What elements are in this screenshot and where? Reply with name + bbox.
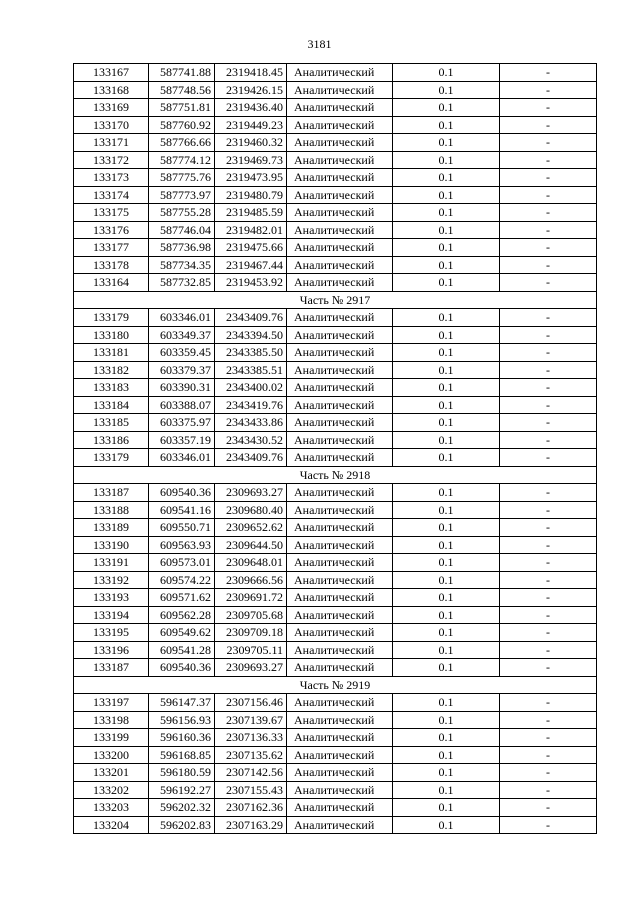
x-coordinate-cell: 596202.32	[149, 799, 215, 817]
method-cell: Аналитический	[287, 501, 393, 519]
table-row	[74, 606, 597, 624]
y-coordinate-cell: 2343394.50	[215, 326, 287, 344]
method-cell: Аналитический	[287, 711, 393, 729]
x-coordinate-cell: 587774.12	[149, 151, 215, 169]
accuracy-cell: 0.1	[393, 781, 500, 799]
description-cell: -	[500, 606, 597, 624]
section-header-row	[74, 291, 597, 309]
x-coordinate-cell: 609573.01	[149, 554, 215, 572]
method-cell: Аналитический	[287, 221, 393, 239]
y-coordinate-cell: 2319453.92	[215, 274, 287, 292]
table-row	[74, 694, 597, 712]
y-coordinate-cell: 2319426.15	[215, 81, 287, 99]
description-cell: -	[500, 501, 597, 519]
y-coordinate-cell: 2307163.29	[215, 816, 287, 834]
method-cell: Аналитический	[287, 151, 393, 169]
table-row	[74, 221, 597, 239]
y-coordinate-cell: 2309705.11	[215, 641, 287, 659]
table-row	[74, 449, 597, 467]
accuracy-cell: 0.1	[393, 379, 500, 397]
point-number-cell: 133171	[74, 134, 149, 152]
description-cell: -	[500, 781, 597, 799]
description-cell: -	[500, 396, 597, 414]
description-cell: -	[500, 449, 597, 467]
table-row	[74, 239, 597, 257]
point-number-cell: 133176	[74, 221, 149, 239]
description-cell: -	[500, 81, 597, 99]
y-coordinate-cell: 2309709.18	[215, 624, 287, 642]
table-row	[74, 186, 597, 204]
point-number-cell: 133178	[74, 256, 149, 274]
description-cell: -	[500, 484, 597, 502]
point-number-cell: 133188	[74, 501, 149, 519]
y-coordinate-cell: 2309693.27	[215, 484, 287, 502]
coordinates-table-body	[74, 64, 597, 834]
y-coordinate-cell: 2343409.76	[215, 309, 287, 327]
point-number-cell: 133199	[74, 729, 149, 747]
accuracy-cell: 0.1	[393, 414, 500, 432]
y-coordinate-cell: 2319467.44	[215, 256, 287, 274]
y-coordinate-cell: 2307135.62	[215, 746, 287, 764]
x-coordinate-cell: 587741.88	[149, 64, 215, 82]
y-coordinate-cell: 2309644.50	[215, 536, 287, 554]
y-coordinate-cell: 2343419.76	[215, 396, 287, 414]
point-number-cell: 133187	[74, 484, 149, 502]
method-cell: Аналитический	[287, 816, 393, 834]
description-cell: -	[500, 361, 597, 379]
accuracy-cell: 0.1	[393, 309, 500, 327]
accuracy-cell: 0.1	[393, 221, 500, 239]
point-number-cell: 133194	[74, 606, 149, 624]
accuracy-cell: 0.1	[393, 589, 500, 607]
point-number-cell: 133204	[74, 816, 149, 834]
table-row	[74, 571, 597, 589]
x-coordinate-cell: 587748.56	[149, 81, 215, 99]
method-cell: Аналитический	[287, 484, 393, 502]
x-coordinate-cell: 587755.28	[149, 204, 215, 222]
description-cell: -	[500, 729, 597, 747]
x-coordinate-cell: 609540.36	[149, 484, 215, 502]
method-cell: Аналитический	[287, 134, 393, 152]
y-coordinate-cell: 2307136.33	[215, 729, 287, 747]
table-row	[74, 816, 597, 834]
x-coordinate-cell: 603390.31	[149, 379, 215, 397]
section-title: Часть № 2917	[74, 291, 597, 309]
x-coordinate-cell: 609549.62	[149, 624, 215, 642]
description-cell: -	[500, 641, 597, 659]
x-coordinate-cell: 609540.36	[149, 659, 215, 677]
description-cell: -	[500, 151, 597, 169]
y-coordinate-cell: 2319449.23	[215, 116, 287, 134]
y-coordinate-cell: 2343409.76	[215, 449, 287, 467]
method-cell: Аналитический	[287, 274, 393, 292]
method-cell: Аналитический	[287, 519, 393, 537]
table-row	[74, 116, 597, 134]
accuracy-cell: 0.1	[393, 519, 500, 537]
accuracy-cell: 0.1	[393, 151, 500, 169]
point-number-cell: 133179	[74, 449, 149, 467]
point-number-cell: 133193	[74, 589, 149, 607]
method-cell: Аналитический	[287, 396, 393, 414]
description-cell: -	[500, 536, 597, 554]
accuracy-cell: 0.1	[393, 501, 500, 519]
x-coordinate-cell: 596147.37	[149, 694, 215, 712]
point-number-cell: 133180	[74, 326, 149, 344]
page-number: 3181	[307, 37, 332, 51]
y-coordinate-cell: 2343385.50	[215, 344, 287, 362]
x-coordinate-cell: 609541.16	[149, 501, 215, 519]
table-row	[74, 344, 597, 362]
description-cell: -	[500, 204, 597, 222]
method-cell: Аналитический	[287, 729, 393, 747]
accuracy-cell: 0.1	[393, 816, 500, 834]
table-row	[74, 729, 597, 747]
description-cell: -	[500, 116, 597, 134]
point-number-cell: 133179	[74, 309, 149, 327]
description-cell: -	[500, 431, 597, 449]
point-number-cell: 133187	[74, 659, 149, 677]
description-cell: -	[500, 624, 597, 642]
table-row	[74, 326, 597, 344]
point-number-cell: 133203	[74, 799, 149, 817]
description-cell: -	[500, 239, 597, 257]
description-cell: -	[500, 589, 597, 607]
coordinates-table	[73, 63, 597, 834]
accuracy-cell: 0.1	[393, 361, 500, 379]
description-cell: -	[500, 746, 597, 764]
table-row	[74, 81, 597, 99]
table-row	[74, 151, 597, 169]
table-row	[74, 484, 597, 502]
method-cell: Аналитический	[287, 81, 393, 99]
point-number-cell: 133189	[74, 519, 149, 537]
x-coordinate-cell: 603359.45	[149, 344, 215, 362]
x-coordinate-cell: 596168.85	[149, 746, 215, 764]
accuracy-cell: 0.1	[393, 64, 500, 82]
table-row	[74, 746, 597, 764]
x-coordinate-cell: 603349.37	[149, 326, 215, 344]
y-coordinate-cell: 2309691.72	[215, 589, 287, 607]
method-cell: Аналитический	[287, 414, 393, 432]
x-coordinate-cell: 609563.93	[149, 536, 215, 554]
description-cell: -	[500, 186, 597, 204]
description-cell: -	[500, 64, 597, 82]
accuracy-cell: 0.1	[393, 116, 500, 134]
section-title: Часть № 2918	[74, 466, 597, 484]
accuracy-cell: 0.1	[393, 186, 500, 204]
x-coordinate-cell: 596192.27	[149, 781, 215, 799]
method-cell: Аналитический	[287, 624, 393, 642]
x-coordinate-cell: 587775.76	[149, 169, 215, 187]
point-number-cell: 133197	[74, 694, 149, 712]
y-coordinate-cell: 2319482.01	[215, 221, 287, 239]
x-coordinate-cell: 609541.28	[149, 641, 215, 659]
accuracy-cell: 0.1	[393, 606, 500, 624]
point-number-cell: 133195	[74, 624, 149, 642]
x-coordinate-cell: 587751.81	[149, 99, 215, 117]
method-cell: Аналитический	[287, 694, 393, 712]
description-cell: -	[500, 99, 597, 117]
point-number-cell: 133181	[74, 344, 149, 362]
x-coordinate-cell: 587734.35	[149, 256, 215, 274]
table-row	[74, 396, 597, 414]
description-cell: -	[500, 379, 597, 397]
x-coordinate-cell: 603357.19	[149, 431, 215, 449]
point-number-cell: 133196	[74, 641, 149, 659]
method-cell: Аналитический	[287, 204, 393, 222]
method-cell: Аналитический	[287, 659, 393, 677]
accuracy-cell: 0.1	[393, 326, 500, 344]
y-coordinate-cell: 2307155.43	[215, 781, 287, 799]
accuracy-cell: 0.1	[393, 99, 500, 117]
table-row	[74, 589, 597, 607]
table-row	[74, 431, 597, 449]
x-coordinate-cell: 603388.07	[149, 396, 215, 414]
description-cell: -	[500, 274, 597, 292]
description-cell: -	[500, 414, 597, 432]
description-cell: -	[500, 134, 597, 152]
point-number-cell: 133201	[74, 764, 149, 782]
x-coordinate-cell: 596156.93	[149, 711, 215, 729]
point-number-cell: 133168	[74, 81, 149, 99]
accuracy-cell: 0.1	[393, 256, 500, 274]
method-cell: Аналитический	[287, 746, 393, 764]
table-row	[74, 659, 597, 677]
description-cell: -	[500, 256, 597, 274]
y-coordinate-cell: 2309666.56	[215, 571, 287, 589]
accuracy-cell: 0.1	[393, 204, 500, 222]
accuracy-cell: 0.1	[393, 431, 500, 449]
x-coordinate-cell: 596180.59	[149, 764, 215, 782]
description-cell: -	[500, 799, 597, 817]
x-coordinate-cell: 603346.01	[149, 309, 215, 327]
method-cell: Аналитический	[287, 781, 393, 799]
description-cell: -	[500, 816, 597, 834]
point-number-cell: 133177	[74, 239, 149, 257]
section-header-row	[74, 676, 597, 694]
table-row	[74, 204, 597, 222]
y-coordinate-cell: 2309652.62	[215, 519, 287, 537]
y-coordinate-cell: 2307162.36	[215, 799, 287, 817]
method-cell: Аналитический	[287, 589, 393, 607]
accuracy-cell: 0.1	[393, 396, 500, 414]
method-cell: Аналитический	[287, 99, 393, 117]
x-coordinate-cell: 587736.98	[149, 239, 215, 257]
accuracy-cell: 0.1	[393, 746, 500, 764]
y-coordinate-cell: 2319418.45	[215, 64, 287, 82]
x-coordinate-cell: 587746.04	[149, 221, 215, 239]
y-coordinate-cell: 2319436.40	[215, 99, 287, 117]
y-coordinate-cell: 2309693.27	[215, 659, 287, 677]
method-cell: Аналитический	[287, 344, 393, 362]
accuracy-cell: 0.1	[393, 169, 500, 187]
table-row	[74, 361, 597, 379]
accuracy-cell: 0.1	[393, 729, 500, 747]
point-number-cell: 133175	[74, 204, 149, 222]
method-cell: Аналитический	[287, 554, 393, 572]
description-cell: -	[500, 326, 597, 344]
y-coordinate-cell: 2307142.56	[215, 764, 287, 782]
accuracy-cell: 0.1	[393, 554, 500, 572]
description-cell: -	[500, 711, 597, 729]
accuracy-cell: 0.1	[393, 799, 500, 817]
y-coordinate-cell: 2307156.46	[215, 694, 287, 712]
accuracy-cell: 0.1	[393, 274, 500, 292]
point-number-cell: 133191	[74, 554, 149, 572]
method-cell: Аналитический	[287, 186, 393, 204]
accuracy-cell: 0.1	[393, 571, 500, 589]
table-row	[74, 414, 597, 432]
x-coordinate-cell: 596202.83	[149, 816, 215, 834]
x-coordinate-cell: 596160.36	[149, 729, 215, 747]
table-row	[74, 501, 597, 519]
method-cell: Аналитический	[287, 536, 393, 554]
description-cell: -	[500, 659, 597, 677]
table-row	[74, 274, 597, 292]
table-row	[74, 536, 597, 554]
table-row	[74, 64, 597, 82]
accuracy-cell: 0.1	[393, 624, 500, 642]
table-row	[74, 781, 597, 799]
point-number-cell: 133169	[74, 99, 149, 117]
point-number-cell: 133190	[74, 536, 149, 554]
table-row	[74, 134, 597, 152]
method-cell: Аналитический	[287, 449, 393, 467]
x-coordinate-cell: 587732.85	[149, 274, 215, 292]
method-cell: Аналитический	[287, 309, 393, 327]
method-cell: Аналитический	[287, 326, 393, 344]
description-cell: -	[500, 169, 597, 187]
method-cell: Аналитический	[287, 361, 393, 379]
table-row	[74, 624, 597, 642]
method-cell: Аналитический	[287, 641, 393, 659]
method-cell: Аналитический	[287, 256, 393, 274]
y-coordinate-cell: 2319480.79	[215, 186, 287, 204]
table-row	[74, 99, 597, 117]
accuracy-cell: 0.1	[393, 641, 500, 659]
table-row	[74, 169, 597, 187]
x-coordinate-cell: 609550.71	[149, 519, 215, 537]
accuracy-cell: 0.1	[393, 81, 500, 99]
y-coordinate-cell: 2309680.40	[215, 501, 287, 519]
y-coordinate-cell: 2319473.95	[215, 169, 287, 187]
y-coordinate-cell: 2343433.86	[215, 414, 287, 432]
description-cell: -	[500, 571, 597, 589]
y-coordinate-cell: 2343385.51	[215, 361, 287, 379]
point-number-cell: 133182	[74, 361, 149, 379]
description-cell: -	[500, 519, 597, 537]
table-row	[74, 711, 597, 729]
x-coordinate-cell: 609571.62	[149, 589, 215, 607]
description-cell: -	[500, 221, 597, 239]
accuracy-cell: 0.1	[393, 134, 500, 152]
y-coordinate-cell: 2343430.52	[215, 431, 287, 449]
point-number-cell: 133185	[74, 414, 149, 432]
point-number-cell: 133186	[74, 431, 149, 449]
point-number-cell: 133164	[74, 274, 149, 292]
point-number-cell: 133167	[74, 64, 149, 82]
table-row	[74, 379, 597, 397]
method-cell: Аналитический	[287, 239, 393, 257]
method-cell: Аналитический	[287, 431, 393, 449]
section-title: Часть № 2919	[74, 676, 597, 694]
description-cell: -	[500, 344, 597, 362]
accuracy-cell: 0.1	[393, 694, 500, 712]
x-coordinate-cell: 587766.66	[149, 134, 215, 152]
x-coordinate-cell: 603379.37	[149, 361, 215, 379]
point-number-cell: 133172	[74, 151, 149, 169]
y-coordinate-cell: 2309648.01	[215, 554, 287, 572]
method-cell: Аналитический	[287, 606, 393, 624]
accuracy-cell: 0.1	[393, 484, 500, 502]
table-row	[74, 764, 597, 782]
method-cell: Аналитический	[287, 571, 393, 589]
method-cell: Аналитический	[287, 116, 393, 134]
x-coordinate-cell: 609574.22	[149, 571, 215, 589]
point-number-cell: 133202	[74, 781, 149, 799]
table-row	[74, 641, 597, 659]
method-cell: Аналитический	[287, 64, 393, 82]
point-number-cell: 133200	[74, 746, 149, 764]
description-cell: -	[500, 694, 597, 712]
method-cell: Аналитический	[287, 764, 393, 782]
accuracy-cell: 0.1	[393, 239, 500, 257]
y-coordinate-cell: 2343400.02	[215, 379, 287, 397]
x-coordinate-cell: 587773.97	[149, 186, 215, 204]
point-number-cell: 133183	[74, 379, 149, 397]
point-number-cell: 133170	[74, 116, 149, 134]
point-number-cell: 133174	[74, 186, 149, 204]
method-cell: Аналитический	[287, 379, 393, 397]
y-coordinate-cell: 2319469.73	[215, 151, 287, 169]
x-coordinate-cell: 603375.97	[149, 414, 215, 432]
method-cell: Аналитический	[287, 799, 393, 817]
accuracy-cell: 0.1	[393, 764, 500, 782]
section-header-row	[74, 466, 597, 484]
y-coordinate-cell: 2319485.59	[215, 204, 287, 222]
accuracy-cell: 0.1	[393, 711, 500, 729]
method-cell: Аналитический	[287, 169, 393, 187]
y-coordinate-cell: 2309705.68	[215, 606, 287, 624]
table-row	[74, 554, 597, 572]
table-row	[74, 309, 597, 327]
accuracy-cell: 0.1	[393, 344, 500, 362]
y-coordinate-cell: 2319475.66	[215, 239, 287, 257]
description-cell: -	[500, 554, 597, 572]
description-cell: -	[500, 309, 597, 327]
y-coordinate-cell: 2319460.32	[215, 134, 287, 152]
point-number-cell: 133198	[74, 711, 149, 729]
point-number-cell: 133173	[74, 169, 149, 187]
point-number-cell: 133184	[74, 396, 149, 414]
description-cell: -	[500, 764, 597, 782]
x-coordinate-cell: 587760.92	[149, 116, 215, 134]
table-row	[74, 519, 597, 537]
accuracy-cell: 0.1	[393, 449, 500, 467]
x-coordinate-cell: 609562.28	[149, 606, 215, 624]
accuracy-cell: 0.1	[393, 659, 500, 677]
point-number-cell: 133192	[74, 571, 149, 589]
accuracy-cell: 0.1	[393, 536, 500, 554]
x-coordinate-cell: 603346.01	[149, 449, 215, 467]
table-row	[74, 256, 597, 274]
table-row	[74, 799, 597, 817]
y-coordinate-cell: 2307139.67	[215, 711, 287, 729]
